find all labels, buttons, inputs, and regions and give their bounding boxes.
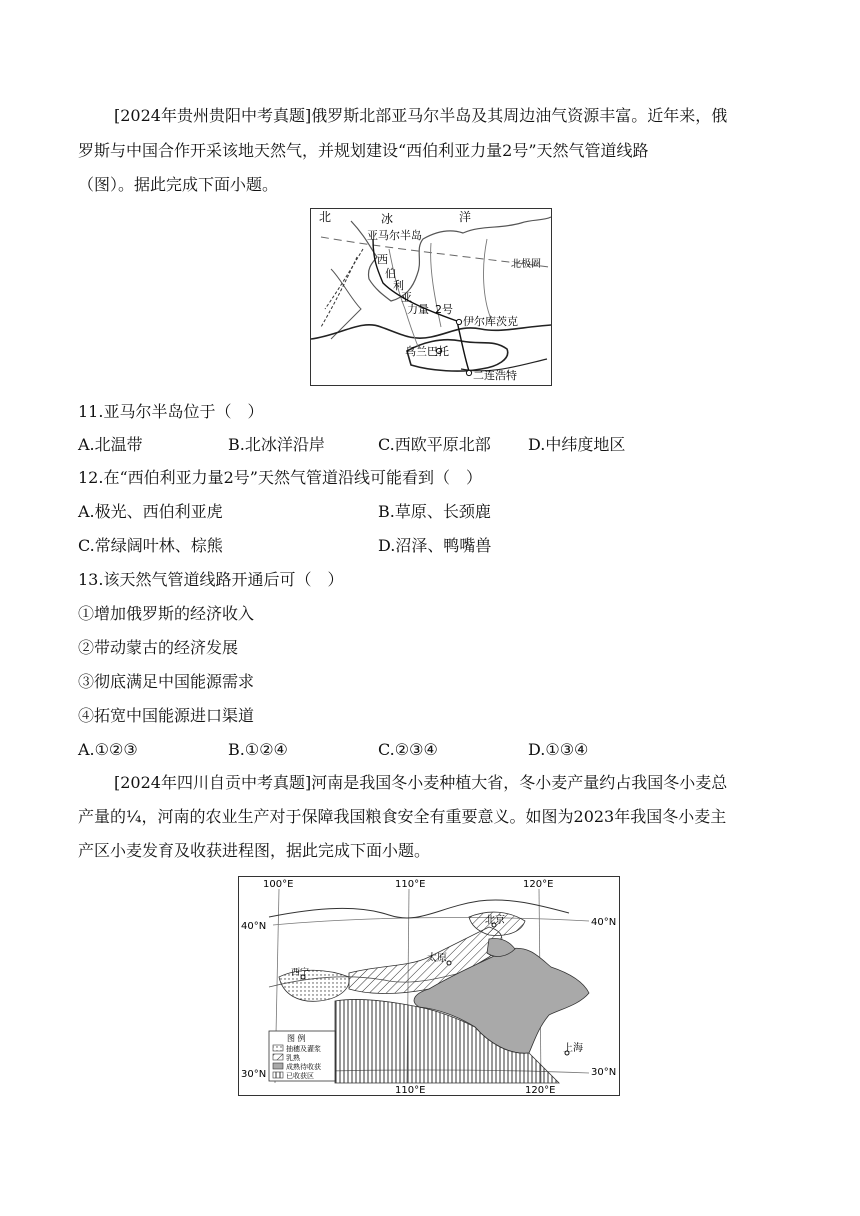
map2-beijing: 北京 [485,915,505,926]
q11-option-b: B.北冰洋沿岸 [228,435,325,454]
map1-pipeline-li: 利 [393,279,404,292]
map2-lat-30-left: 30°N [241,1069,267,1080]
map2-lon-110-top: 110°E [395,879,426,890]
map1-arctic-circle: 北极圈 [511,259,541,270]
map2-legend-title: 图 例 [287,1034,306,1043]
map1-north: 北 [319,210,332,224]
q12-stem: 12.在“西伯利亚力量2号”天然气管道沿线可能看到（ ） [78,468,482,487]
wheat-map [238,876,620,1096]
q13-option-b: B.①②④ [228,740,288,759]
map1-pipeline-xi: 西 [377,253,388,266]
map1-erlian: 二连浩特 [473,369,517,382]
q12-option-b: B.草原、长颈鹿 [378,502,491,521]
q12-option-d: D.沼泽、鸭嘴兽 [378,536,492,555]
map2-lon-120-bottom: 120°E [525,1085,556,1095]
intro1-line1: [2024年贵州贵阳中考真题]俄罗斯北部亚马尔半岛及其周边油气资源丰富。近年来，俄 [114,106,728,125]
map2-legend-harvested: 已收获区 [286,1072,314,1080]
map1-pipeline-ya: 亚 [401,291,412,304]
map2-lon-110-bottom: 110°E [395,1085,426,1095]
map1-irkutsk: 伊尔库茨克 [463,315,518,328]
q11-option-d: D.中纬度地区 [528,435,626,454]
map2-legend-milk: 乳熟 [286,1054,300,1062]
map2-lon-120-top: 120°E [523,879,554,890]
map2-shanghai: 上海 [563,1043,583,1054]
wheat-map-svg [239,877,619,1095]
q13-stem: 13.该天然气管道线路开通后可（ ） [78,570,344,589]
q11-option-a: A.北温带 [78,435,143,454]
q12-option-a: A.极光、西伯利亚虎 [78,502,223,521]
map2-legend-mature: 成熟待收获 [286,1063,321,1071]
q11-option-c: C.西欧平原北部 [378,435,491,454]
q13-option-a: A.①②③ [78,740,138,759]
map1-ulaanbaatar: 乌兰巴托 [405,345,449,358]
map1-pipeline-liang: 力量 [407,303,429,316]
intro2-line2: 产量的¼，河南的农业生产对于保障我国粮食安全有重要意义。如图为2023年我国冬小麦主 [78,807,727,826]
map1-ice: 冰 [381,212,394,226]
intro2-line1: [2024年四川自贡中考真题]河南是我国冬小麦种植大省，冬小麦产量约占我国冬小麦总 [114,773,728,792]
map1-pipeline-bo: 伯 [385,267,396,280]
map2-lat-40-right: 40°N [591,917,617,928]
q13-option-d: D.①③④ [528,740,589,759]
q11-stem: 11.亚马尔半岛位于（ ） [78,402,264,421]
q13-statement-3: ③彻底满足中国能源需求 [78,672,255,691]
map1-yamal: 亚马尔半岛 [367,229,422,242]
map2-lat-30-right: 30°N [591,1067,617,1078]
q13-option-c: C.②③④ [378,740,438,759]
intro1-line3: （图）。据此完成下面小题。 [78,175,279,194]
q13-statement-2: ②带动蒙古的经济发展 [78,638,239,657]
q13-statement-4: ④拓宽中国能源进口渠道 [78,706,255,725]
intro2-line3: 产区小麦发育及收获进程图，据此完成下面小题。 [78,841,431,860]
map2-xining: 西宁 [291,968,310,978]
map1-pipeline-no: 2号 [435,303,453,316]
map2-lat-40-left: 40°N [241,921,267,932]
intro1-line2: 罗斯与中国合作开采该地天然气，并规划建设“西伯利亚力量2号”天然气管道线路 [78,141,649,160]
map2-taiyuan: 太原 [427,953,447,964]
q13-statement-1: ①增加俄罗斯的经济收入 [78,604,255,623]
pipeline-map-svg [311,209,551,385]
q12-option-c: C.常绿阔叶林、棕熊 [78,536,223,555]
map2-lon-100: 100°E [263,879,294,890]
map1-ocean: 洋 [459,210,472,224]
map2-legend-heading: 抽穗及灌浆 [286,1045,321,1053]
pipeline-map [310,208,552,386]
